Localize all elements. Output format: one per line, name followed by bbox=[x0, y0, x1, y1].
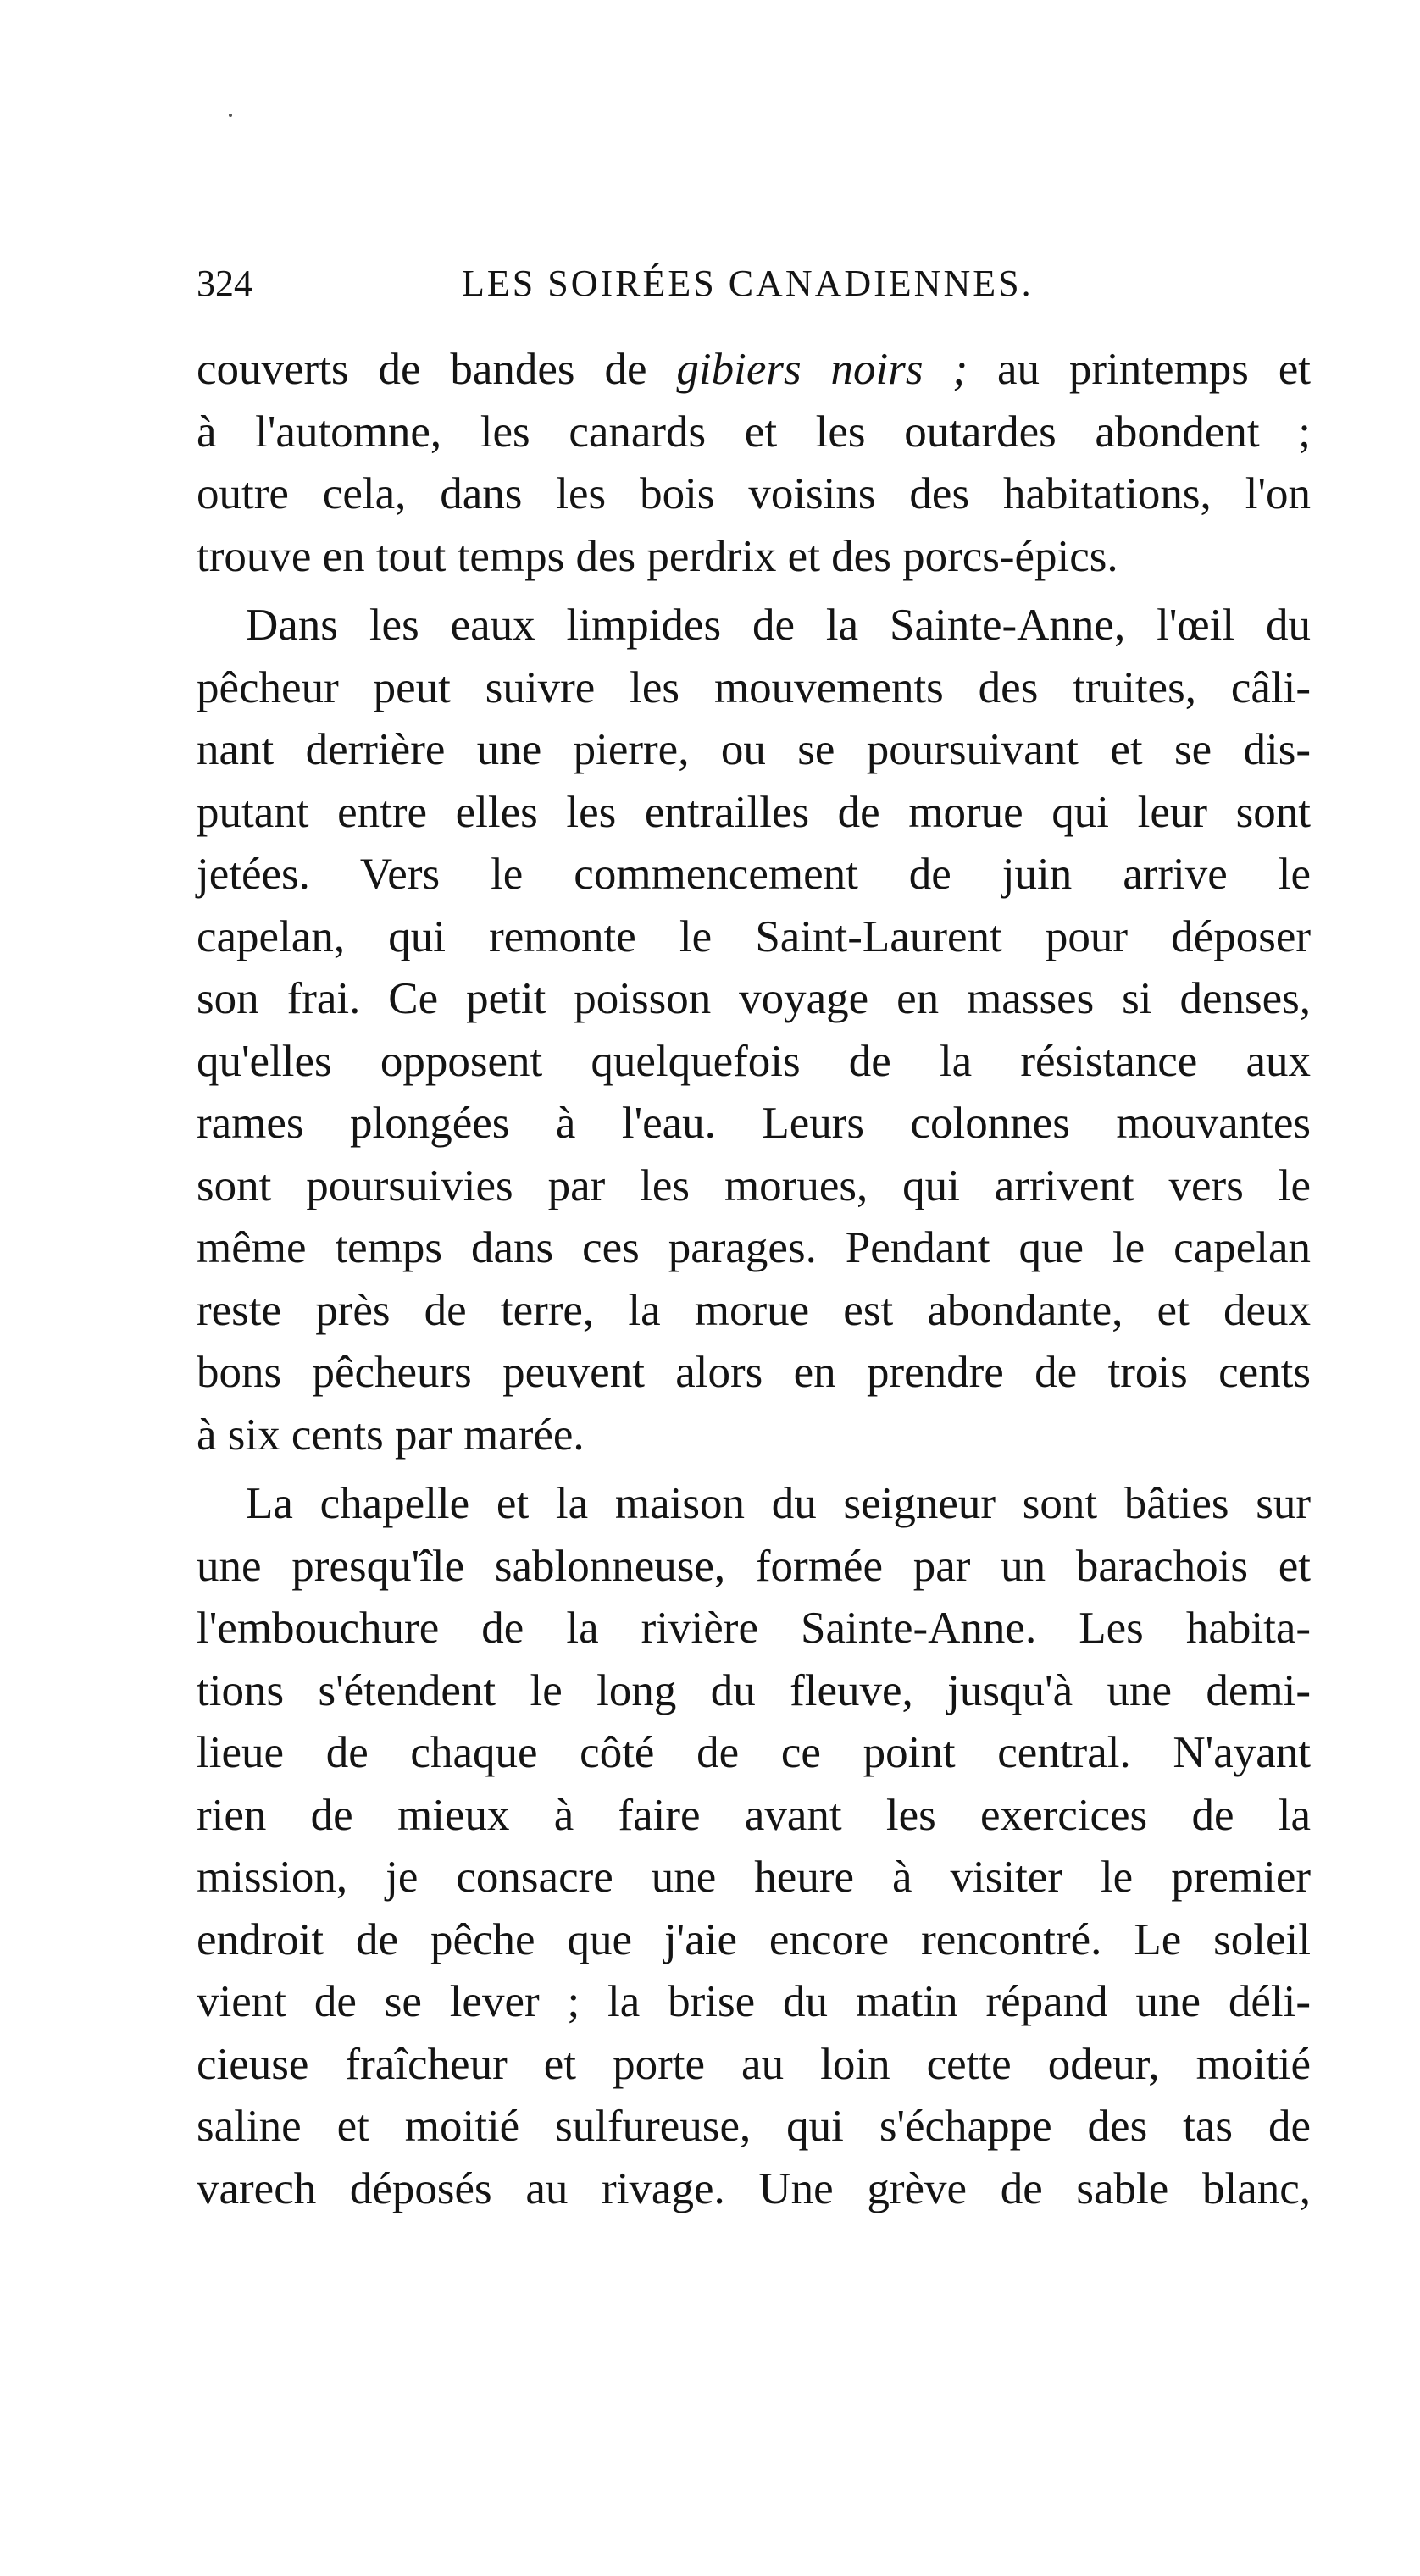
text-line: bons pêcheurs peuvent alors en prendre de trois cents bbox=[197, 1348, 1311, 1397]
text-line: jetées. Vers le commencement de juin arrive le bbox=[197, 850, 1311, 899]
paragraph-gap bbox=[197, 1466, 1311, 1473]
text-line: mission, je consacre une heure à visiter le premier bbox=[197, 1853, 1311, 1902]
text-line: trouve en tout temps des perdrix et des porcs-épics. bbox=[197, 531, 1118, 581]
running-title: LES SOIRÉES CANADIENNES. bbox=[462, 263, 1034, 304]
text-line: à six cents par marée. bbox=[197, 1410, 585, 1460]
text-line: nant derrière une pierre, ou se poursuivant et se dis- bbox=[197, 725, 1311, 774]
text-line: couverts de bandes de gibiers noirs ; au printemps et bbox=[197, 345, 1312, 394]
text-line: capelan, qui remonte le Saint-Laurent pour déposer bbox=[197, 911, 1311, 961]
body-text bbox=[197, 339, 1311, 2220]
text-line: outre cela, dans les bois voisins des habitations, l'on bbox=[197, 469, 1311, 518]
text-line: son frai. Ce petit poisson voyage en masses si denses, bbox=[197, 974, 1311, 1023]
text-line: La chapelle et la maison du seigneur sont bâties sur bbox=[246, 1479, 1311, 1528]
text-line: Dans les eaux limpides de la Sainte-Anne, l'œil du bbox=[246, 601, 1311, 650]
paragraph-gap bbox=[197, 588, 1311, 595]
text-line: à l'automne, les canards et les outardes abondent ; bbox=[197, 407, 1311, 457]
text-line: rames plongées à l'eau. Leurs colonnes mouvantes bbox=[197, 1099, 1311, 1148]
text-line: sont poursuivies par les morues, qui arrivent vers le bbox=[197, 1161, 1311, 1210]
text-line: tions s'étendent le long du fleuve, jusqu'à une demi- bbox=[197, 1665, 1311, 1715]
text-line: pêcheur peut suivre les mouvements des truites, câli- bbox=[197, 662, 1311, 712]
text-line: rien de mieux à faire avant les exercices de la bbox=[197, 1790, 1311, 1840]
text-line: endroit de pêche que j'aie encore rencontré. Le soleil bbox=[197, 1914, 1311, 1964]
text-line: l'embouchure de la rivière Sainte-Anne. Les habita- bbox=[197, 1604, 1311, 1653]
text-line: putant entre elles les entrailles de morue qui leur sont bbox=[197, 787, 1311, 837]
italic-phrase: gibiers noirs ; bbox=[676, 345, 968, 394]
text-line: vient de se lever ; la brise du matin répand une déli- bbox=[197, 1977, 1311, 2026]
text-line: lieue de chaque côté de ce point central. N'ayant bbox=[197, 1728, 1311, 1777]
running-head bbox=[197, 254, 1311, 313]
text-line: varech déposés au rivage. Une grève de sable blanc, bbox=[197, 2163, 1311, 2213]
text-line: une presqu'île sablonneuse, formée par un barachois et bbox=[197, 1541, 1311, 1591]
text-line: saline et moitié sulfureuse, qui s'échappe des tas de bbox=[197, 2102, 1311, 2151]
paper-speck bbox=[229, 114, 232, 117]
text-line: qu'elles opposent quelquefois de la résistance aux bbox=[197, 1036, 1311, 1086]
text-line: cieuse fraîcheur et porte au loin cette odeur, moitié bbox=[197, 2039, 1311, 2089]
text-line: reste près de terre, la morue est abondante, et deux bbox=[197, 1285, 1311, 1335]
page-number: 324 bbox=[197, 263, 252, 304]
text-line: même temps dans ces parages. Pendant que le capelan bbox=[197, 1223, 1311, 1272]
